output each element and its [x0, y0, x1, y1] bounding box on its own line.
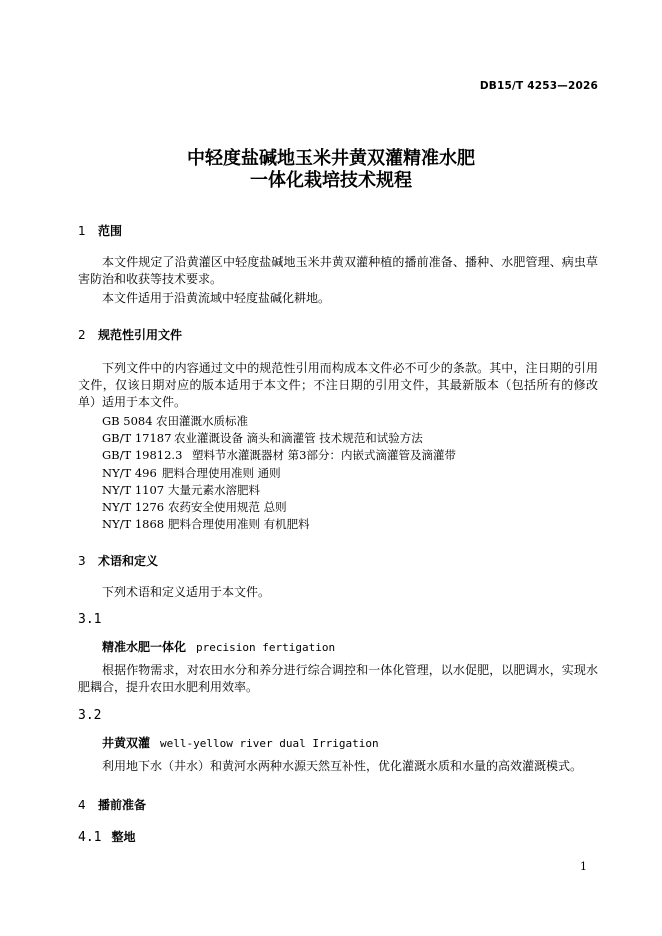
- document-title-line-2: 一体化栽培技术规程: [250, 170, 412, 191]
- definition-3-1: 根据作物需求，对农田水分和养分进行综合调控和一体化管理，以水促肥，以肥调水，实现水肥耦合，提升农田水肥利用效率。: [78, 663, 598, 694]
- section-number: 4: [78, 798, 86, 812]
- reference-item: [102, 447, 456, 463]
- reference-title: 肥料合理使用准则 有机肥料: [168, 517, 310, 531]
- normative-references-intro: 下列文件中的内容通过文中的规范性引用而构成本文件必不可少的条款。其中，注日期的引用文件，仅该日期对应的版本适用于本文件；不注日期的引用文件，其最新版本（包括所有的修改单）适用于本文件。: [78, 361, 598, 409]
- reference-item: [102, 499, 287, 515]
- subsection-title: 整地: [111, 830, 136, 844]
- section-number: 3: [78, 554, 86, 568]
- section-title: 术语和定义: [98, 554, 159, 568]
- subsection-number: 4.1: [78, 830, 102, 845]
- section-2-heading: [78, 326, 182, 343]
- definition-3-2: 利用地下水（井水）和黄河水两种水源天然互补性，优化灌溉水质和水量的高效灌溉模式。: [102, 759, 583, 773]
- clause-number-3-1: 3.1: [78, 612, 102, 627]
- document-title-line-1: 中轻度盐碱地玉米井黄双灌精准水肥: [187, 148, 475, 169]
- reference-item: [102, 482, 260, 498]
- section-1-heading: [78, 222, 122, 239]
- reference-title: 塑料节水灌溉器材 第3部分：内嵌式滴灌管及滴灌带: [192, 448, 456, 462]
- term-3-2: [102, 734, 379, 751]
- terms-intro: 下列术语和定义适用于本文件。: [102, 585, 271, 599]
- clause-number-3-2: 3.2: [78, 708, 102, 723]
- page-number: 1: [580, 860, 587, 873]
- section-number: 1: [78, 224, 86, 238]
- section-3-heading: [78, 552, 158, 569]
- reference-code: NY/T 496: [102, 466, 157, 480]
- reference-item: [102, 430, 423, 446]
- reference-code: NY/T 1107: [102, 483, 165, 497]
- reference-code: NY/T 1868: [102, 517, 165, 531]
- term-chinese: 精准水肥一体化: [102, 640, 187, 654]
- reference-title: 农药安全使用规范 总则: [168, 500, 287, 514]
- reference-title: 肥料合理使用准则 通则: [162, 466, 281, 480]
- term-english: precision fertigation: [196, 641, 336, 654]
- reference-code: GB 5084: [102, 414, 153, 428]
- scope-paragraph-1: 本文件规定了沿黄灌区中轻度盐碱地玉米井黄双灌种植的播前准备、播种、水肥管理、病虫草害防治和收获等技术要求。: [78, 255, 598, 286]
- reference-title: 农业灌溉设备 滴头和滴灌管 技术规范和试验方法: [174, 431, 423, 445]
- scope-paragraph-2: 本文件适用于沿黄流域中轻度盐碱化耕地。: [102, 291, 331, 305]
- term-chinese: 井黄双灌: [102, 736, 151, 750]
- reference-code: GB/T 19812.3: [102, 448, 183, 462]
- reference-title: 农田灌溉水质标准: [156, 414, 248, 428]
- reference-code: GB/T 17187: [102, 431, 172, 445]
- reference-item: [102, 516, 310, 532]
- subsection-4-1-heading: [78, 828, 136, 845]
- term-english: well-yellow river dual Irrigation: [160, 737, 379, 750]
- term-3-1: [102, 638, 335, 655]
- standard-number: DB15/T 4253—2026: [479, 80, 598, 92]
- reference-item: [102, 413, 248, 429]
- section-title: 播前准备: [98, 798, 147, 812]
- section-title: 规范性引用文件: [98, 328, 183, 342]
- reference-title: 大量元素水溶肥料: [168, 483, 260, 497]
- reference-code: NY/T 1276: [102, 500, 165, 514]
- section-title: 范围: [98, 224, 123, 238]
- section-4-heading: [78, 796, 146, 813]
- reference-item: [102, 465, 281, 481]
- section-number: 2: [78, 328, 86, 342]
